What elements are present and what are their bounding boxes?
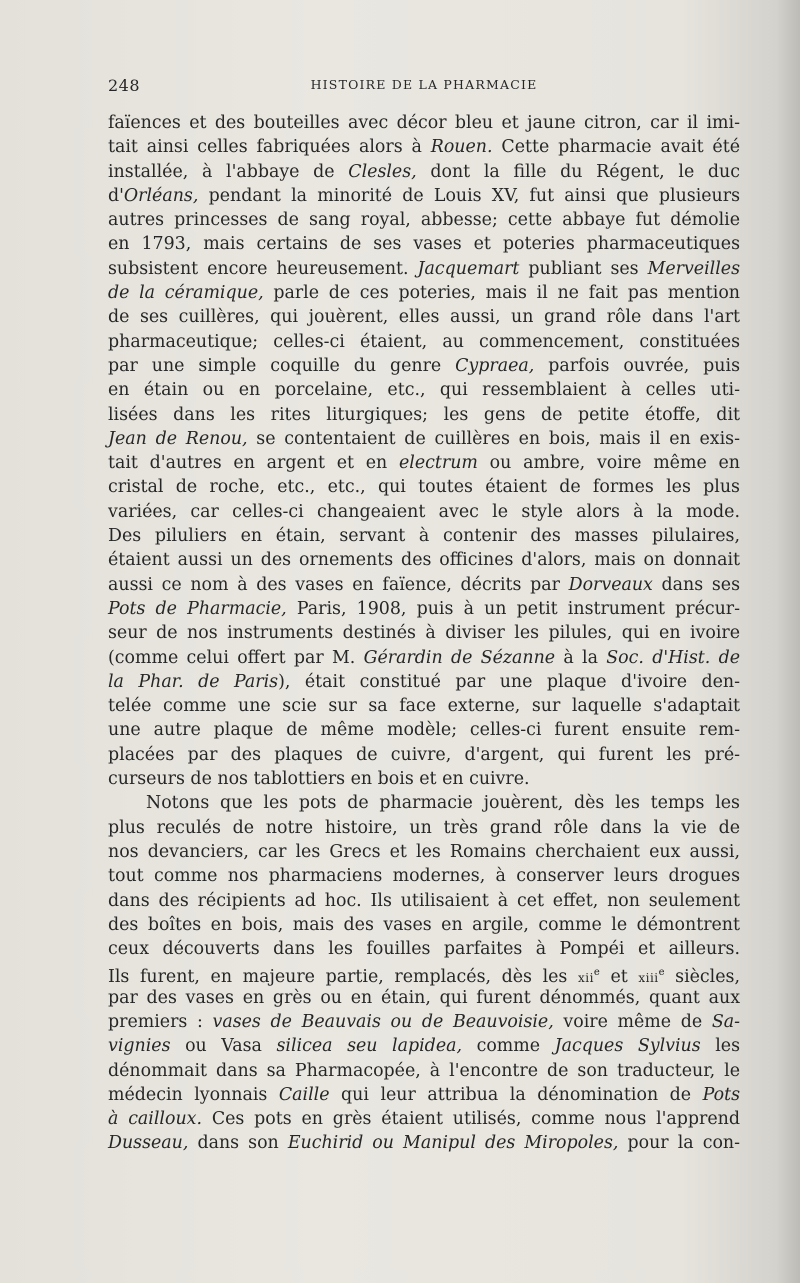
text-line: aussi ce nom à des vases en faïence, décrits par Dorveaux dans ses [108,574,740,595]
text-line: tait ainsi celles fabriquées alors à Rouen. Cette pharmacie avait été [108,137,740,158]
text-line: Dusseau, dans son Euchirid ou Manipul des Miropoles, pour la con- [108,1133,740,1154]
text-line: des boîtes en bois, mais des vases en argile, comme le démontrent [108,914,740,935]
text-line: Pots de Pharmacie, Paris, 1908, puis à un petit instrument précur- [108,598,740,619]
text-line: subsistent encore heureusement. Jacquemart publiant ses Merveilles [108,258,740,279]
text-line: lisées dans les rites liturgiques; les gens de petite étoffe, dit [108,404,740,425]
text-line: placées par des plaques de cuivre, d'argent, qui furent les pré- [108,744,740,765]
text-line: vignies ou Vasa silicea seu lapidea, comme Jacques Sylvius les [108,1036,741,1057]
text-line: étaient aussi un des ornements des officines d'alors, mais on donnait [108,550,740,571]
text-line: (comme celui offert par M. Gérardin de Sézanne à la Soc. d'Hist. de [108,647,740,668]
text-line: telée comme une scie sur sa face externe, sur laquelle s'adaptait [108,696,740,717]
text-line: cristal de roche, etc., etc., qui toutes étaient de formes les plus [108,477,740,498]
text-line: une autre plaque de même modèle; celles-ci furent ensuite rem- [108,720,740,741]
text-line: d'Orléans, pendant la minorité de Louis XV, fut ainsi que plusieurs [108,185,740,206]
text-line: seur de nos instruments destinés à diviser les pilules, qui en ivoire [108,623,740,644]
text-line: nos devanciers, car les Grecs et les Romains cherchaient eux aussi, [108,841,740,862]
text-line: en 1793, mais certains de ses vases et poteries pharmaceutiques [108,234,740,255]
paragraph-1 [108,111,740,791]
text-line: faïences et des bouteilles avec décor bleu et jaune citron, car il imi- [108,113,740,133]
body-text [108,111,740,1156]
text-line: dénommait dans sa Pharmacopée, à l'encontre de son traducteur, le [108,1060,740,1081]
text-line: par des vases en grès ou en étain, qui furent dénommés, quant aux [108,987,740,1008]
text-line: Des piluliers en étain, servant à contenir des masses pilulaires, [108,526,740,547]
running-title: HISTOIRE DE LA PHARMACIE [310,77,538,92]
text-line: curseurs de nos tablottiers en bois et en cuivre. [108,769,530,790]
paragraph-2 [108,791,740,1155]
text-line: autres princesses de sang royal, abbesse; cette abbaye fut démolie [108,210,740,231]
text-line: tait d'autres en argent et en electrum ou ambre, voire même en [108,453,741,474]
text-line: à cailloux. Ces pots en grès étaient utilisés, comme nous l'apprend [108,1109,740,1130]
text-line: de ses cuillères, qui jouèrent, elles aussi, un grand rôle dans l'art [108,307,740,328]
text-line: tout comme nos pharmaciens modernes, à conserver leurs drogues [108,866,740,887]
text-line: par une simple coquille du genre Cypraea, parfois ouvrée, puis [108,355,740,376]
text-line: ceux découverts dans les fouilles parfaites à Pompéi et ailleurs. [108,939,740,960]
text-line: dans des récipients ad hoc. Ils utilisaient à cet effet, non seulement [108,890,740,911]
text-line: la Phar. de Paris), était constitué par une plaque d'ivoire den- [108,671,740,692]
page-number: 248 [108,76,141,95]
text-line: Ils furent, en majeure partie, remplacés, dès les xii$^e$ et xiii$^e$ siècles, [108,967,740,988]
text-line: plus reculés de notre histoire, un très grand rôle dans la vie de [108,817,740,838]
text-line: premiers : vases de Beauvais ou de Beauvoisie, voire même de Sa- [108,1011,740,1032]
text-line: pharmaceutique; celles-ci étaient, au commencement, constituées [108,331,740,352]
text-line: variées, car celles-ci changeaient avec le style alors à la mode. [108,501,740,522]
text-line: Notons que les pots de pharmacie jouèrent, dès les temps les [146,793,740,814]
page-header [108,76,740,100]
text-line: installée, à l'abbaye de Clesles, dont la fille du Régent, le duc [108,161,740,182]
text-line: Jean de Renou, se contentaient de cuillères en bois, mais il en exis- [108,428,740,449]
text-line: de la céramique, parle de ces poteries, mais il ne fait pas mention [108,283,741,304]
text-line: en étain ou en porcelaine, etc., qui ressemblaient à celles uti- [108,380,740,401]
text-line: médecin lyonnais Caille qui leur attribua la dénomination de Pots [108,1084,740,1105]
